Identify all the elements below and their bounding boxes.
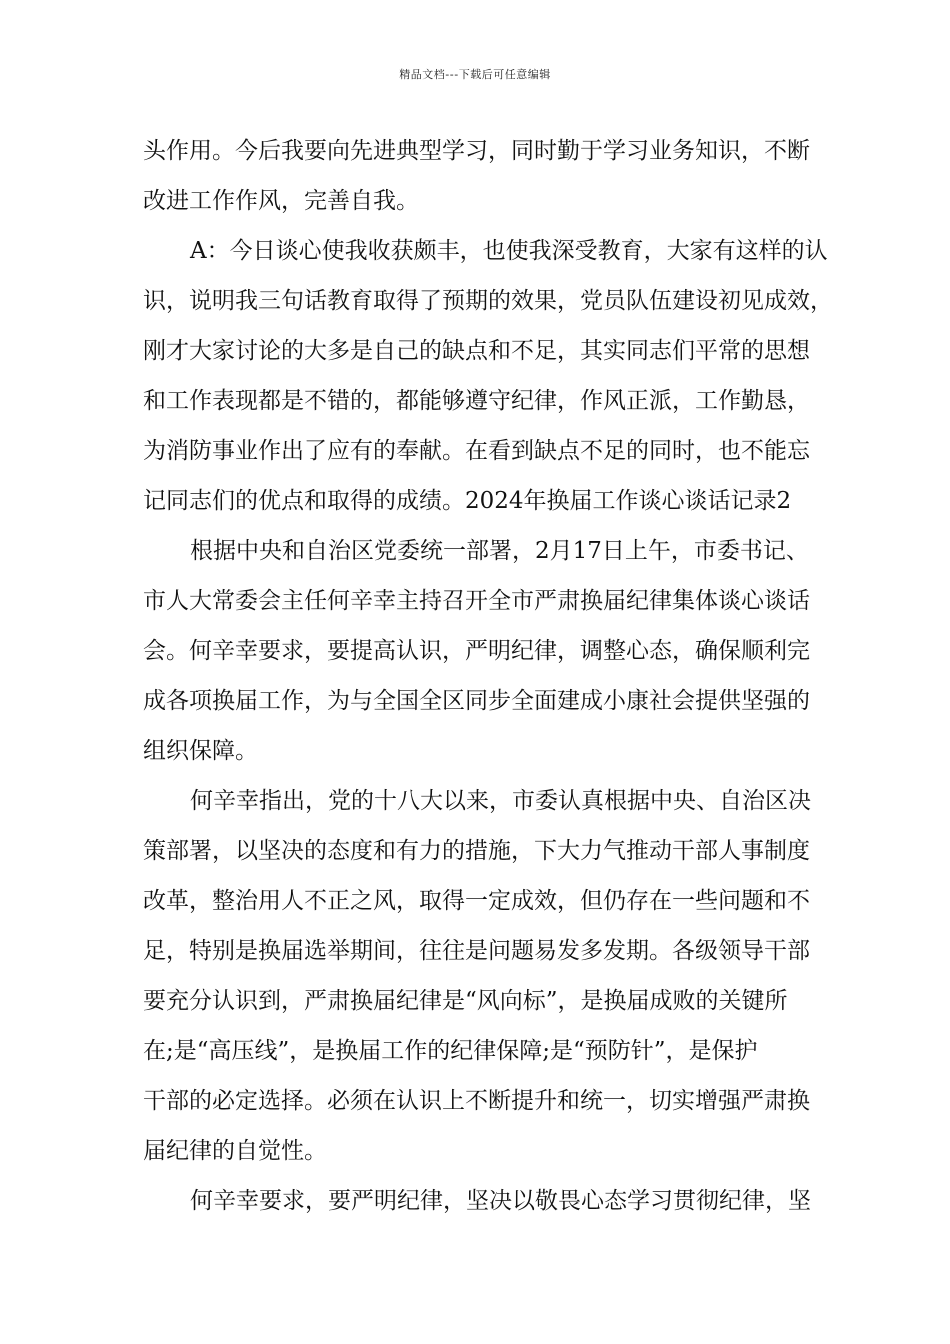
text-line: 组织保障。 xyxy=(143,738,258,764)
text-line: 头作用。今后我要向先进典型学习，同时勤于学习业务知识，不断 xyxy=(143,138,810,164)
text-line: 会。何辛幸要求，要提高认识，严明纪律，调整心态，确保顺利完 xyxy=(143,638,810,664)
text-line: 刚才大家讨论的大多是自己的缺点和不足，其实同志们平常的思想 xyxy=(143,338,810,364)
text-line: A：今日谈心使我收获颇丰，也使我深受教育，大家有这样的认 xyxy=(190,238,828,264)
text-line: 根据中央和自治区党委统一部署，2月17日上午，市委书记、 xyxy=(190,538,809,564)
text-line: 要充分认识到，严肃换届纪律是“风向标”，是换届成败的关键所 xyxy=(143,988,788,1014)
text-line: 何辛幸指出，党的十八大以来，市委认真根据中央、自治区决 xyxy=(190,788,811,814)
text-line: 市人大常委会主任何辛幸主持召开全市严肃换届纪律集体谈心谈话 xyxy=(143,588,810,614)
text-line: 成各项换届工作，为与全国全区同步全面建成小康社会提供坚强的 xyxy=(143,688,810,714)
page-header: 精品文档---下载后可任意编辑 xyxy=(399,68,551,81)
text-line: 记同志们的优点和取得的成绩。2024年换届工作谈心谈话记录2 xyxy=(143,488,792,514)
text-line: 策部署，以坚决的态度和有力的措施，下大力气推动干部人事制度 xyxy=(143,838,810,864)
text-line: 何辛幸要求，要严明纪律，坚决以敬畏心态学习贯彻纪律，坚 xyxy=(190,1188,811,1214)
text-line: 为消防事业作出了应有的奉献。在看到缺点不足的同时，也不能忘 xyxy=(143,438,810,464)
text-line: 足，特别是换届选举期间，往往是问题易发多发期。各级领导干部 xyxy=(143,938,810,964)
text-line: 和工作表现都是不错的，都能够遵守纪律，作风正派，工作勤恳， xyxy=(143,388,810,414)
text-line: 在;是“高压线”，是换届工作的纪律保障;是“预防针”，是保护 xyxy=(143,1038,758,1064)
text-line: 届纪律的自觉性。 xyxy=(143,1138,327,1164)
text-line: 干部的必定选择。必须在认识上不断提升和统一，切实增强严肃换 xyxy=(143,1088,810,1114)
text-line: 识，说明我三句话教育取得了预期的效果，党员队伍建设初见成效， xyxy=(143,288,833,314)
text-line: 改革，整治用人不正之风，取得一定成效，但仍存在一些问题和不 xyxy=(143,888,810,914)
text-line: 改进工作作风，完善自我。 xyxy=(143,188,419,214)
